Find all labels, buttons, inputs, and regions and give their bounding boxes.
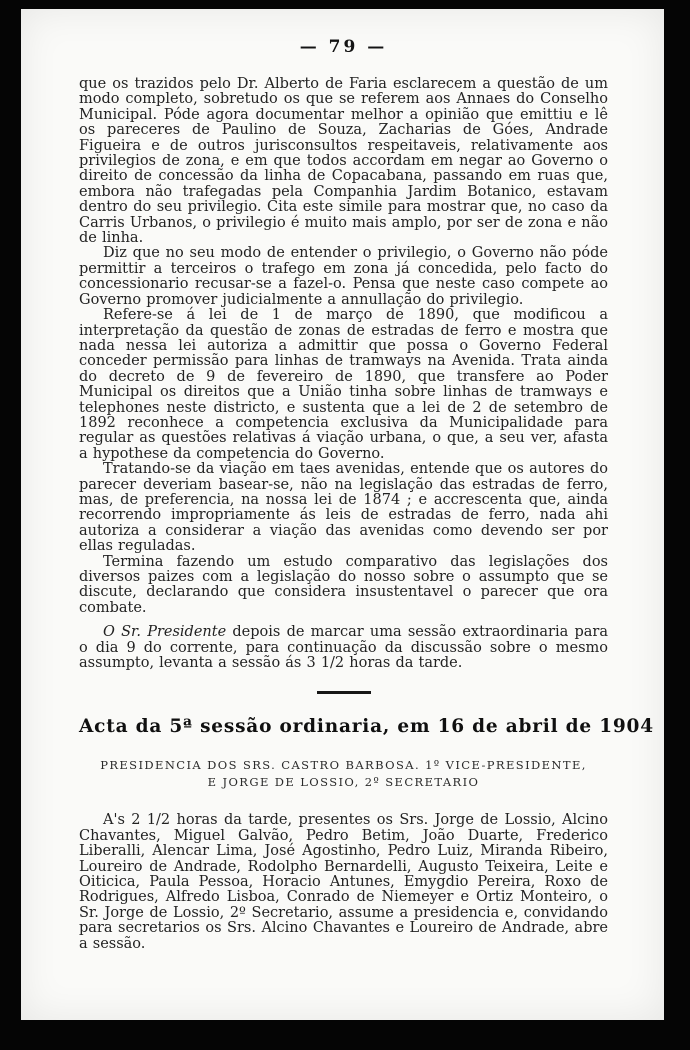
- session-minutes-heading: Acta da 5ª sessão ordinaria, em 16 de abril de 1904: [79, 716, 654, 738]
- presidency-subheading: [79, 757, 608, 791]
- presidency-line-1: PRESIDENCIA DOS SRS. CASTRO BARBOSA. 1º VICE-PRESIDENTE,: [100, 758, 587, 773]
- session-opening-paragraph: A's 2 1/2 horas da tarde, presentes os Srs. Jorge de Lossio, Alcino Chavantes, Miguel Galvão, Pedro Betim, João Duarte, Frederico Liberalli, Alencar Lima, José Agostinho, Pedro Luiz, Miranda Ribeiro, Loureiro de Andrade, Rodolpho Bernardelli, Augusto Teixeira, Leite e Oiticica, Paula Pessoa, Horacio Antunes, Emygdio Pereira, Roxo de Rodrigues, Alfredo Lisboa, Conrado de Niemeyer e Ortiz Monteiro, o Sr. Jorge de Lossio, 2º Secretario, assume a presidencia e, convidando para secretarios os Srs. Alcino Chavantes e Loureiro de Andrade, abre a sessão.: [79, 812, 608, 952]
- scanned-document-page: [21, 9, 664, 1020]
- paragraphs-container: [79, 77, 608, 671]
- paragraph-lead-italic: O Sr. Presidente: [103, 624, 233, 641]
- page-number: — 79 —: [299, 37, 388, 57]
- paragraph: Diz que no seu modo de entender o privilegio, o Governo não póde permittir a terceiros o trafego em zona já concedida, pelo facto do concessionario recusar-se a fazel-o. Pensa que neste caso compete ao Governo promover judicialmente a annullação do privilegio.: [79, 245, 608, 308]
- paragraph: O Sr. Presidente depois de marcar uma sessão extraordinaria para o dia 9 do corrente, para continuação da discussão sobre o mesmo assumpto, levanta a sessão ás 3 1/2 horas da tarde.: [79, 624, 608, 672]
- paragraph: que os trazidos pelo Dr. Alberto de Faria esclarecem a questão de um modo completo, sobretudo os que se referem aos Annaes do Conselho Municipal. Póde agora documentar melhor a opinião que emittiu e lê os pareceres de Paulino de Souza, Zacharias de Góes, Andrade Figueira e de outros jurisconsultos respeitaveis, relativamente aos privilegios de zona, e em que todos accordam em negar ao Governo o direito de concessão da linha de Copacabana, passando em ruas que, embora não trafegadas pela Companhia Jardim Botanico, estavam dentro do seu privilegio. Cita este simile para mostrar que, no caso da Carris Urbanos, o privilegio é muito mais amplo, por ser de zona e não de linha.: [79, 76, 608, 247]
- section-separator-rule: [317, 691, 371, 694]
- paragraph: Tratando-se da viação em taes avenidas, entende que os autores do parecer deveriam basear-se, não na legislação das estradas de ferro, mas, de preferencia, na nossa lei de 1874 ; e accrescenta que, ainda recorrendo impropriamente ás leis de estradas de ferro, nada ahi autoriza a considerar a viação das avenidas como devendo ser por ellas reguladas.: [79, 461, 608, 555]
- presidency-line-2: E JORGE DE LOSSIO, 2º SECRETARIO: [207, 775, 480, 790]
- paragraph: Termina fazendo um estudo comparativo das legislações dos diversos paizes com a legislação do nosso sobre o assumpto que se discute, declarando que considera insustentavel o parecer que ora combate.: [79, 553, 608, 616]
- paragraph: Refere-se á lei de 1 de março de 1890, que modificou a interpretação da questão de zonas de estradas de ferro e mostra que nada nessa lei autoriza a admittir que possa o Governo Federal conceder permissão para linhas de tramways na Avenida. Trata ainda do decreto de 9 de fevereiro de 1890, que transfere ao Poder Municipal os direitos que a União tinha sobre linhas de tramways e telephones neste districto, e sustenta que a lei de 2 de setembro de 1892 reconhece a competencia exclusiva da Municipalidade para regular as questões relativas á viação urbana, o que, a seu ver, afasta a hypothese da competencia do Governo.: [79, 307, 608, 462]
